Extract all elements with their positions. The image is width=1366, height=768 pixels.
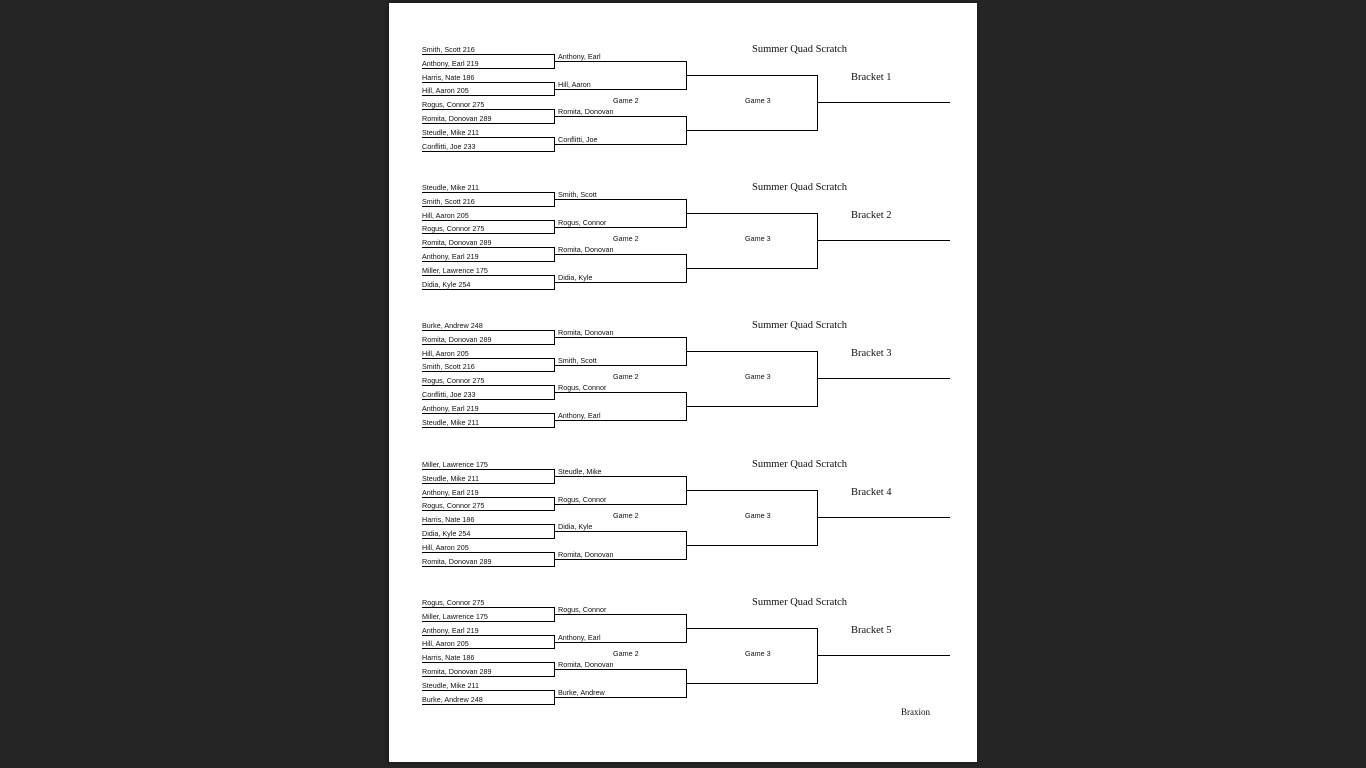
round2-line [554, 504, 687, 505]
entry-line [422, 137, 555, 138]
game3-label: Game 3 [745, 372, 771, 382]
entry-name: Hill, Aaron 205 [422, 210, 469, 220]
round2-line [554, 116, 687, 117]
entry-line [422, 690, 555, 691]
final-connector [817, 213, 818, 269]
entry-line [422, 676, 555, 677]
round1-winner: Anthony, Earl [558, 51, 601, 61]
entry-line [422, 54, 555, 55]
entry-line [422, 538, 555, 539]
bracket-title: Summer Quad Scratch [752, 182, 848, 193]
entry-name: Hill, Aaron 205 [422, 348, 469, 358]
game2-label: Game 2 [613, 96, 639, 106]
bracket-title: Summer Quad Scratch [752, 44, 848, 55]
footer-text: Braxion [901, 707, 930, 717]
round2-line [554, 199, 687, 200]
entry-name: Romita, Donovan 289 [422, 667, 492, 676]
entry-line [422, 192, 555, 193]
entry-name: Harris, Nate 186 [422, 653, 475, 663]
entry-line [422, 648, 555, 649]
entry-line [422, 206, 555, 207]
game3-label: Game 3 [745, 234, 771, 244]
entry-name: Romita, Donovan 289 [422, 556, 492, 566]
round1-winner: Rogus, Connor [558, 383, 607, 393]
entry-line [422, 704, 555, 705]
entry-name: Anthony, Earl 219 [422, 487, 479, 497]
entry-name: Anthony, Earl 219 [422, 252, 479, 261]
bracket-block [389, 458, 977, 578]
game3-label: Game 3 [745, 649, 771, 659]
game3-label: Game 3 [745, 511, 771, 521]
entry-line [422, 385, 555, 386]
round2-line [554, 642, 687, 643]
entry-line [422, 497, 555, 498]
round1-winner: Didia, Kyle [558, 522, 593, 532]
entry-line [422, 109, 555, 110]
bracket-name: Bracket 1 [851, 72, 892, 84]
entry-name: Burke, Andrew 248 [422, 321, 483, 330]
champion-line [817, 655, 950, 656]
round1-winner: Romita, Donovan [558, 107, 614, 117]
entry-line [422, 371, 555, 372]
round1-winner: Burke, Andrew [558, 687, 605, 697]
round1-winner: Anthony, Earl [558, 632, 601, 642]
entry-name: Burke, Andrew 248 [422, 694, 483, 704]
entry-line [422, 123, 555, 124]
entry-name: Didia, Kyle 254 [422, 529, 471, 538]
entry-line [422, 220, 555, 221]
game2-label: Game 2 [613, 649, 639, 659]
bracket-title: Summer Quad Scratch [752, 459, 848, 470]
final-connector [817, 351, 818, 407]
round2-line [554, 531, 687, 532]
entry-name: Rogus, Connor 275 [422, 224, 485, 234]
round3-line [686, 545, 818, 546]
entry-name: Steudle, Mike 211 [422, 417, 480, 427]
round2-line [554, 61, 687, 62]
entry-name: Miller, Lawrence 175 [422, 611, 488, 621]
bracket-title: Summer Quad Scratch [752, 597, 848, 608]
round1-winner: Smith, Scott [558, 189, 597, 199]
round2-line [554, 254, 687, 255]
game3-label: Game 3 [745, 96, 771, 106]
game2-label: Game 2 [613, 234, 639, 244]
entry-name: Hill, Aaron 205 [422, 639, 469, 649]
entry-name: Rogus, Connor 275 [422, 598, 485, 607]
round3-line [686, 75, 818, 76]
entry-name: Rogus, Connor 275 [422, 501, 485, 511]
entry-name: Steudle, Mike 211 [422, 680, 480, 690]
round3-line [686, 683, 818, 684]
bracket-block [389, 43, 977, 163]
entry-line [422, 358, 555, 359]
round3-line [686, 628, 818, 629]
entry-line [422, 621, 555, 622]
round3-line [686, 268, 818, 269]
round2-line [554, 144, 687, 145]
entry-line [422, 247, 555, 248]
champion-line [817, 102, 950, 103]
round1-winner: Smith, Scott [558, 355, 597, 365]
round1-winner: Romita, Donovan [558, 245, 614, 255]
entry-line [422, 427, 555, 428]
round2-line [554, 669, 687, 670]
round2-line [554, 559, 687, 560]
bracket-sheet-page [389, 3, 977, 762]
round2-line [554, 282, 687, 283]
round2-line [554, 614, 687, 615]
entry-line [422, 275, 555, 276]
bracket-name: Bracket 3 [851, 348, 892, 360]
entry-line [422, 95, 555, 96]
entry-name: Steudle, Mike 211 [422, 127, 480, 137]
bracket-name: Bracket 4 [851, 487, 892, 499]
entry-line [422, 566, 555, 567]
round1-winner: Steudle, Mike [558, 466, 602, 476]
round2-line [554, 420, 687, 421]
entry-name: Romita, Donovan 289 [422, 334, 492, 344]
round1-winner: Rogus, Connor [558, 217, 607, 227]
entry-name: Romita, Donovan 289 [422, 114, 492, 123]
round1-winner: Hill, Aaron [558, 79, 591, 89]
entry-line [422, 261, 555, 262]
round1-winner: Rogus, Connor [558, 604, 607, 614]
entry-line [422, 399, 555, 400]
round1-winner: Conflitti, Joe [558, 134, 598, 144]
entry-line [422, 510, 555, 511]
entry-line [422, 233, 555, 234]
entry-name: Didia, Kyle 254 [422, 279, 471, 289]
entry-name: Anthony, Earl 219 [422, 625, 479, 635]
entry-name: Hill, Aaron 205 [422, 542, 469, 552]
entry-name: Rogus, Connor 275 [422, 100, 485, 110]
entry-line [422, 552, 555, 553]
entry-name: Miller, Lawrence 175 [422, 460, 488, 469]
entry-name: Romita, Donovan 289 [422, 238, 492, 248]
round2-line [554, 227, 687, 228]
round1-winner: Anthony, Earl [558, 410, 601, 420]
round3-line [686, 490, 818, 491]
round1-winner: Didia, Kyle [558, 272, 593, 282]
final-connector [817, 75, 818, 131]
champion-line [817, 517, 950, 518]
entry-name: Hill, Aaron 205 [422, 86, 469, 96]
entry-name: Rogus, Connor 275 [422, 376, 485, 386]
entry-name: Steudle, Mike 211 [422, 183, 480, 192]
entry-name: Harris, Nate 186 [422, 72, 475, 82]
entry-line [422, 483, 555, 484]
round1-winner: Romita, Donovan [558, 660, 614, 670]
entry-line [422, 151, 555, 152]
round3-line [686, 406, 818, 407]
entry-name: Steudle, Mike 211 [422, 473, 480, 483]
champion-line [817, 378, 950, 379]
round2-line [554, 697, 687, 698]
bracket-block [389, 596, 977, 716]
bracket-title: Summer Quad Scratch [752, 320, 848, 331]
entry-name: Conflitti, Joe 233 [422, 390, 476, 399]
champion-line [817, 240, 950, 241]
round1-winner: Rogus, Connor [558, 494, 607, 504]
final-connector [817, 628, 818, 684]
round2-line [554, 365, 687, 366]
entry-line [422, 662, 555, 663]
bracket-name: Bracket 5 [851, 625, 892, 637]
bracket-block [389, 319, 977, 439]
round2-line [554, 89, 687, 90]
entry-line [422, 413, 555, 414]
entry-line [422, 330, 555, 331]
bracket-name: Bracket 2 [851, 210, 892, 222]
entry-name: Conflitti, Joe 233 [422, 141, 476, 151]
entry-name: Anthony, Earl 219 [422, 403, 479, 413]
entry-line [422, 68, 555, 69]
entry-name: Smith, Scott 216 [422, 196, 475, 206]
entry-name: Smith, Scott 216 [422, 362, 475, 372]
round2-line [554, 392, 687, 393]
entry-name: Miller, Lawrence 175 [422, 265, 488, 275]
round3-line [686, 213, 818, 214]
round1-winner: Romita, Donovan [558, 549, 614, 559]
entry-line [422, 289, 555, 290]
entry-line [422, 524, 555, 525]
round1-winner: Romita, Donovan [558, 327, 614, 337]
entry-line [422, 82, 555, 83]
final-connector [817, 490, 818, 546]
game2-label: Game 2 [613, 511, 639, 521]
entry-line [422, 344, 555, 345]
round2-line [554, 337, 687, 338]
entry-name: Smith, Scott 216 [422, 45, 475, 54]
entry-line [422, 635, 555, 636]
game2-label: Game 2 [613, 372, 639, 382]
entry-name: Anthony, Earl 219 [422, 58, 479, 68]
round2-line [554, 476, 687, 477]
entry-name: Harris, Nate 186 [422, 515, 475, 525]
round3-line [686, 130, 818, 131]
round3-line [686, 351, 818, 352]
entry-line [422, 607, 555, 608]
entry-line [422, 469, 555, 470]
bracket-block [389, 181, 977, 301]
